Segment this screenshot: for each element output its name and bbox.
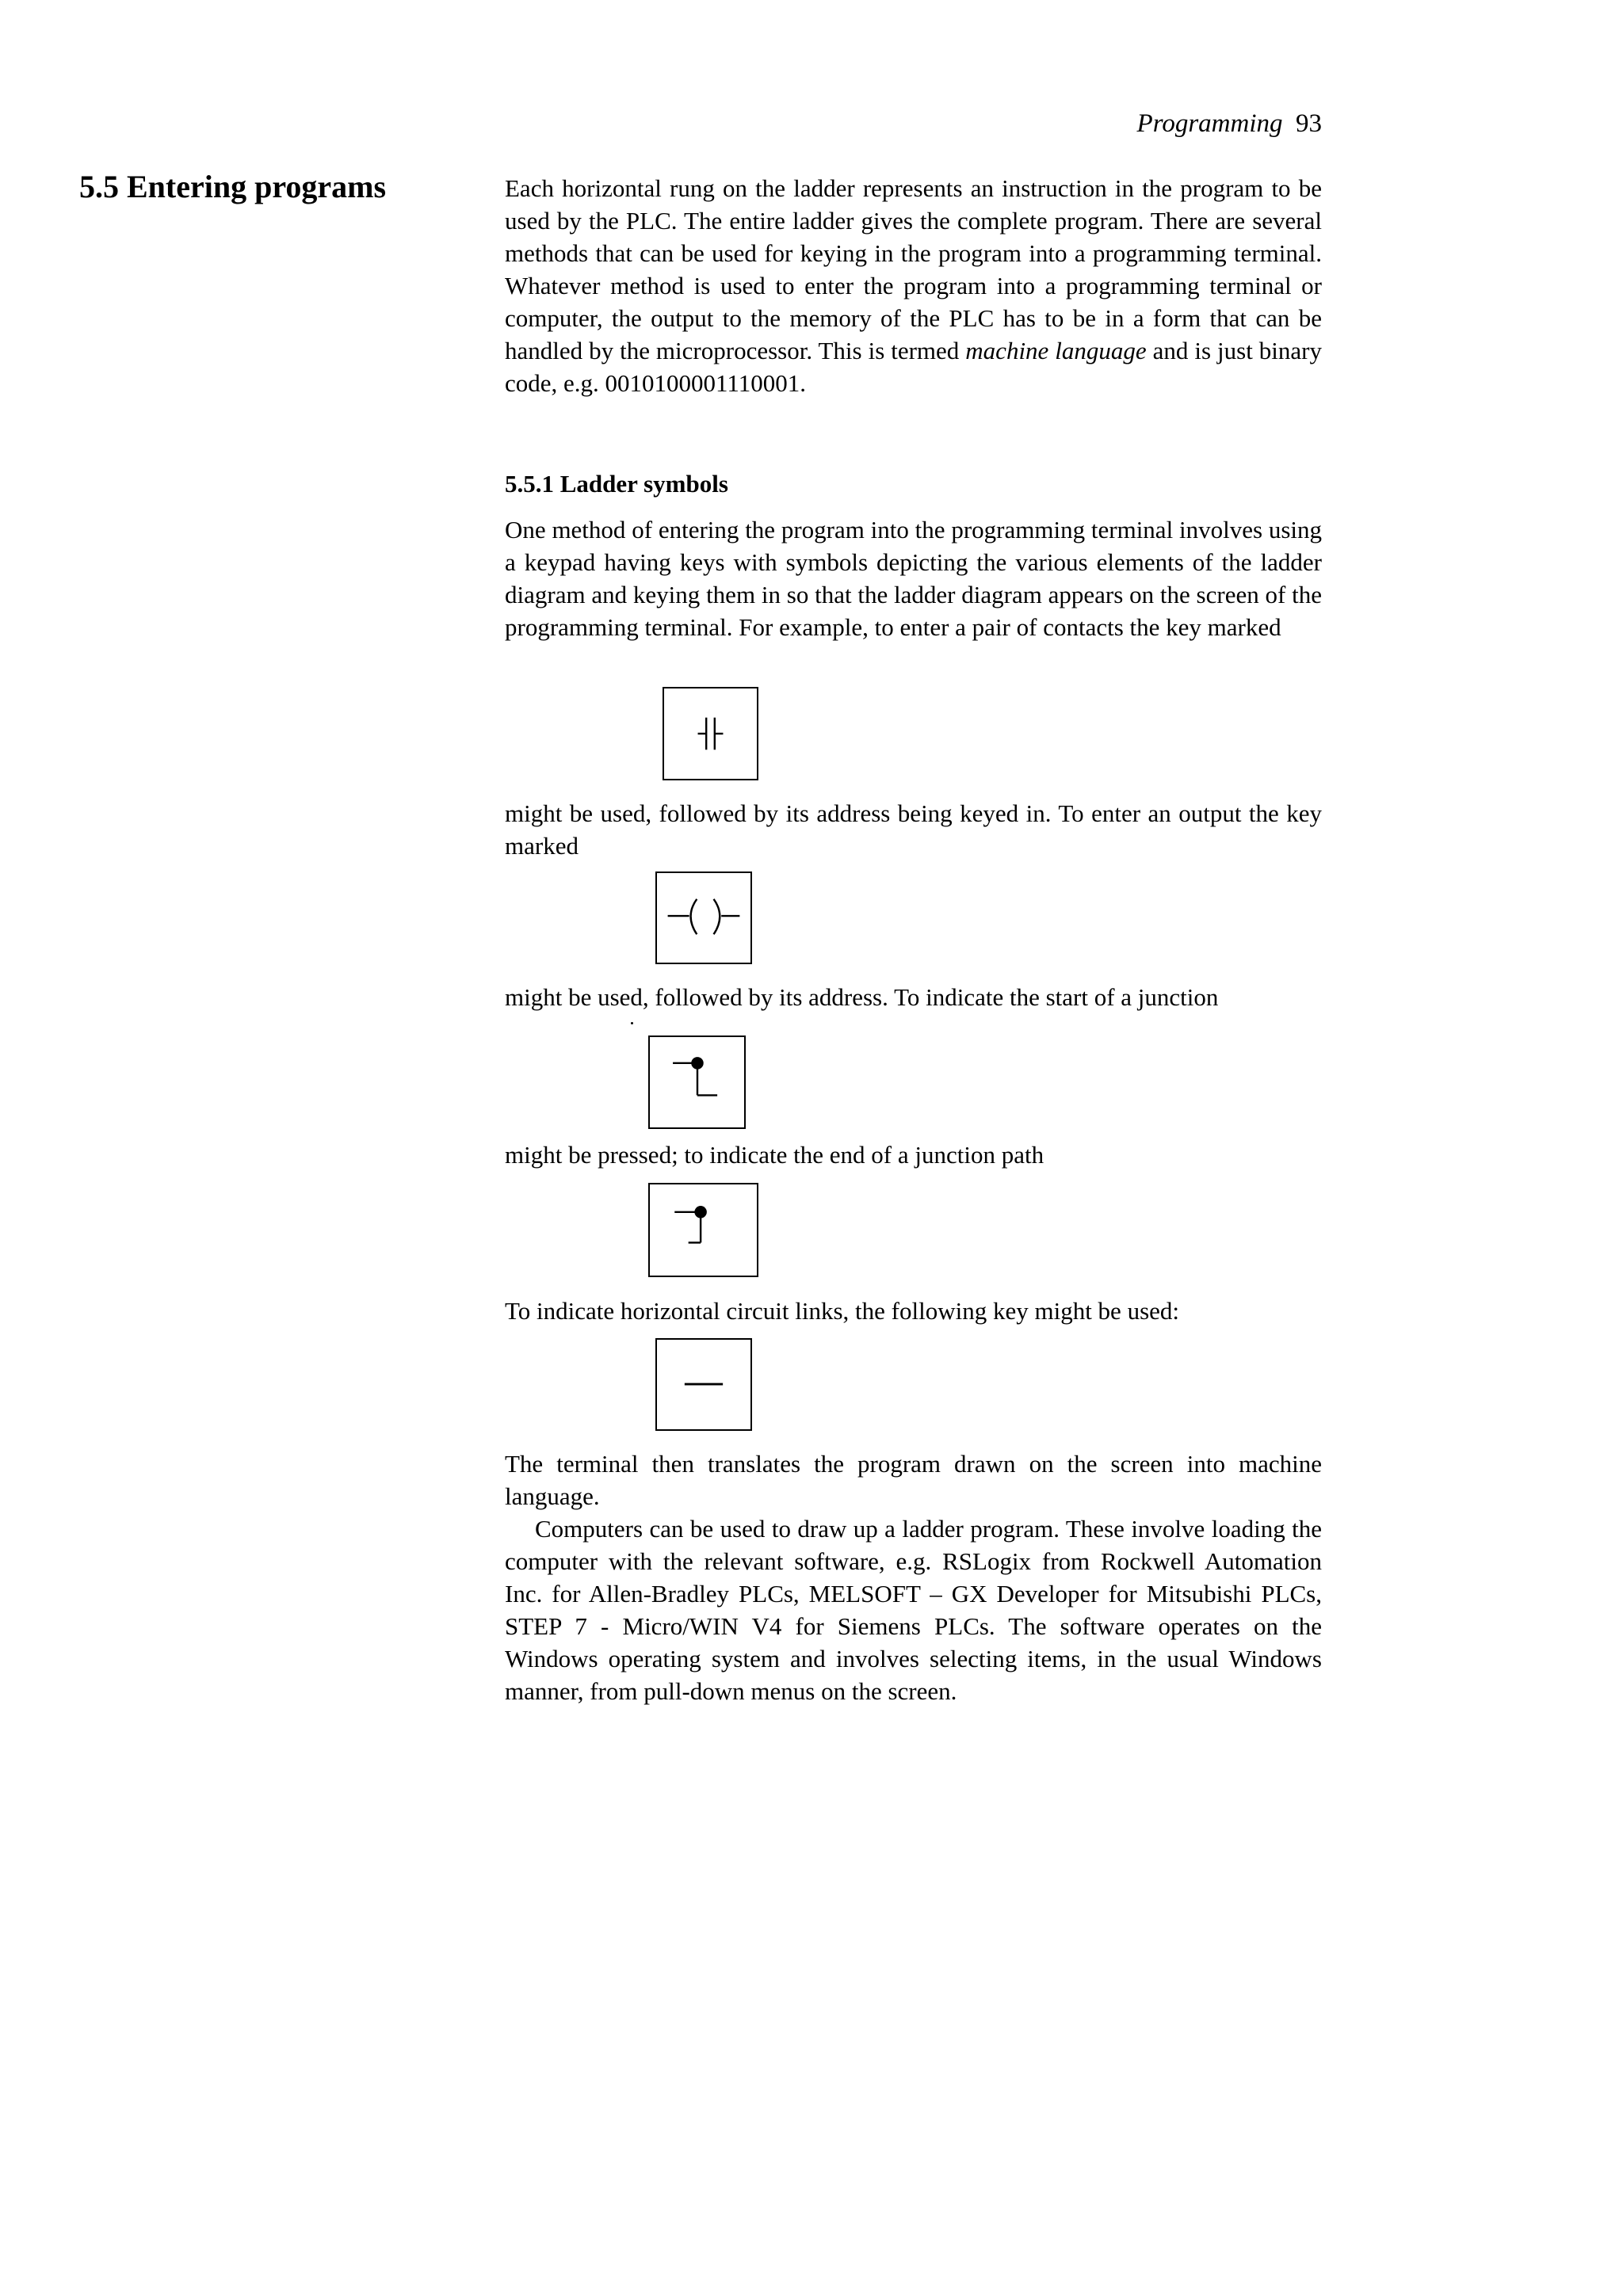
running-header-title: Programming (1136, 109, 1283, 138)
paragraph-junction-end: might be pressed; to indicate the end of a junction path (505, 1141, 1044, 1169)
output-coil-key-icon (655, 871, 752, 964)
contacts-key-icon (663, 687, 758, 780)
machine-language-term: machine language (965, 337, 1147, 364)
junction-end-key-icon (648, 1183, 758, 1277)
intro-text-end: and is just binary code, e.g. 0010100001110001. (505, 337, 1323, 397)
paragraph-computer-software: Computers can be used to draw up a ladder program. These involve loading the computer with the relevant software, e.g. RSLogix from Rockwell Automation Inc. for Allen-Bradley PLCs, MELSOFT – GX Developer for Mitsubishi PLCs, STEP 7 - Micro/WIN V4 for Siemens PLCs. The software operates on the Windows operating system and involves selecting items, in the usual Windows manner, from pull-down menus on the screen. (505, 1515, 1322, 1705)
paragraph-keypad-method: One method of entering the program into the programming terminal involves using a keypad having keys with symbols depicting the various elements of the ladder diagram and keying them in so that the ladder diagram appears on the screen of the programming terminal. For example, to enter a pair of contacts the key marked (505, 516, 1322, 641)
section-heading: 5.5 Entering programs (79, 169, 387, 204)
paragraph-terminal-translates: The terminal then translates the program drawn on the screen into machine language. (505, 1450, 1322, 1510)
subsection-heading: 5.5.1 Ladder symbols (505, 470, 728, 498)
intro-paragraph (505, 172, 1322, 399)
running-header (1137, 108, 1322, 139)
intro-text-start: Each horizontal rung on the ladder represents an instruction in the program to be used by the PLC. The entire ladder gives the complete program. There are several methods that can be used for keying in the program into a programming terminal. Whatever method is used to enter the program into a programming terminal or computer, the output to the memory of the PLC has to be in a form that can be handled by the microprocessor. This is termed (505, 174, 1322, 364)
horizontal-link-key-icon (655, 1338, 752, 1431)
paragraph-output-key: might be used, followed by its address being keyed in. To enter an output the key marked (505, 799, 1322, 860)
paragraph-horizontal-link: To indicate horizontal circuit links, the following key might be used: (505, 1297, 1180, 1325)
junction-start-key-icon (648, 1035, 746, 1129)
stray-period-mark (631, 1022, 633, 1024)
paragraph-junction-start: might be used, followed by its address. To indicate the start of a junction (505, 983, 1219, 1011)
page-number: 93 (1296, 109, 1322, 138)
